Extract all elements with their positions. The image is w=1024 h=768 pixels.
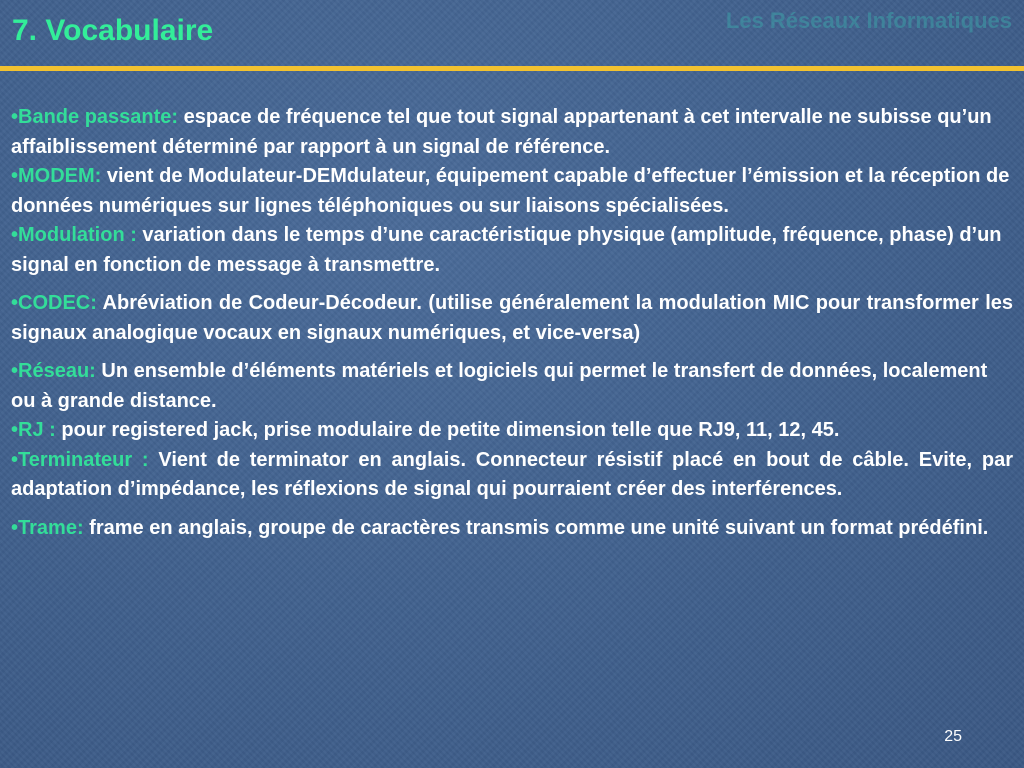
course-title: Les Réseaux Informatiques bbox=[725, 8, 1012, 33]
vocab-definition: frame en anglais, groupe de caractères transmis comme une unité suivant un format prédéfini. bbox=[83, 516, 989, 539]
vocab-term: MODEM: bbox=[18, 165, 102, 187]
vocab-definition: espace de fréquence tel que tout signal appartenant à cet intervalle ne subisse qu’un affaiblissement déterminé par rapport à un signal de référence. bbox=[11, 106, 992, 158]
vocab-definition: pour registered jack, prise modulaire de petite dimension telle que RJ9, 11, 12, 45. bbox=[55, 419, 840, 441]
bullet-icon: • bbox=[11, 448, 19, 471]
vocab-term: Bande passante: bbox=[18, 106, 179, 128]
bullet-icon: • bbox=[11, 516, 19, 539]
bullet-icon: • bbox=[11, 419, 19, 441]
bullet-icon: • bbox=[11, 360, 19, 382]
page-number: 25 bbox=[944, 728, 962, 745]
vocab-term: RJ : bbox=[18, 419, 56, 441]
vocab-entry-codec bbox=[11, 289, 1013, 348]
vocab-term: Réseau: bbox=[18, 360, 96, 382]
bullet-icon: • bbox=[11, 106, 19, 128]
vocab-entry-trame bbox=[11, 514, 1013, 544]
vocab-definition: Abréviation de Codeur-Décodeur. (utilise généralement la modulation MIC pour transformer les signaux analogique vocaux en signaux numériques, et vice-versa) bbox=[11, 292, 1013, 344]
vocab-entry-bande-passante bbox=[11, 103, 1013, 162]
vocabulary-list bbox=[11, 103, 1013, 543]
vocab-entry-rj bbox=[11, 416, 1013, 446]
vocab-entry-modulation bbox=[11, 221, 1013, 280]
vocab-definition: variation dans le temps d’une caractéristique physique (amplitude, fréquence, phase) d’un signal en fonction de message à transmettre. bbox=[11, 224, 1002, 276]
vocab-term: CODEC: bbox=[18, 292, 97, 314]
vocab-term: Trame: bbox=[18, 516, 84, 539]
vocab-definition: Un ensemble d’éléments matériels et logiciels qui permet le transfert de données, localement ou à grande distance. bbox=[11, 360, 988, 412]
vocab-entry-reseau bbox=[11, 357, 1013, 416]
vocab-definition: Vient de terminator en anglais. Connecteur résistif placé en bout de câble. Evite, par adaptation d’impédance, les réflexions de signal qui pourraient créer des interférences. bbox=[11, 448, 1013, 500]
slide-title: 7. Vocabulaire bbox=[12, 14, 214, 47]
vocab-term: Terminateur : bbox=[18, 448, 149, 471]
bullet-icon: • bbox=[11, 224, 19, 246]
vocab-entry-terminateur bbox=[11, 446, 1013, 505]
vocab-term: Modulation : bbox=[18, 224, 137, 246]
bullet-icon: • bbox=[11, 165, 19, 187]
vocab-definition: vient de Modulateur-DEMdulateur, équipement capable d’effectuer l’émission et la réception de données numériques sur lignes téléphoniques ou sur liaisons spécialisées. bbox=[11, 165, 1010, 217]
title-divider bbox=[0, 66, 1024, 71]
bullet-icon: • bbox=[11, 292, 19, 314]
vocab-entry-modem bbox=[11, 162, 1013, 221]
